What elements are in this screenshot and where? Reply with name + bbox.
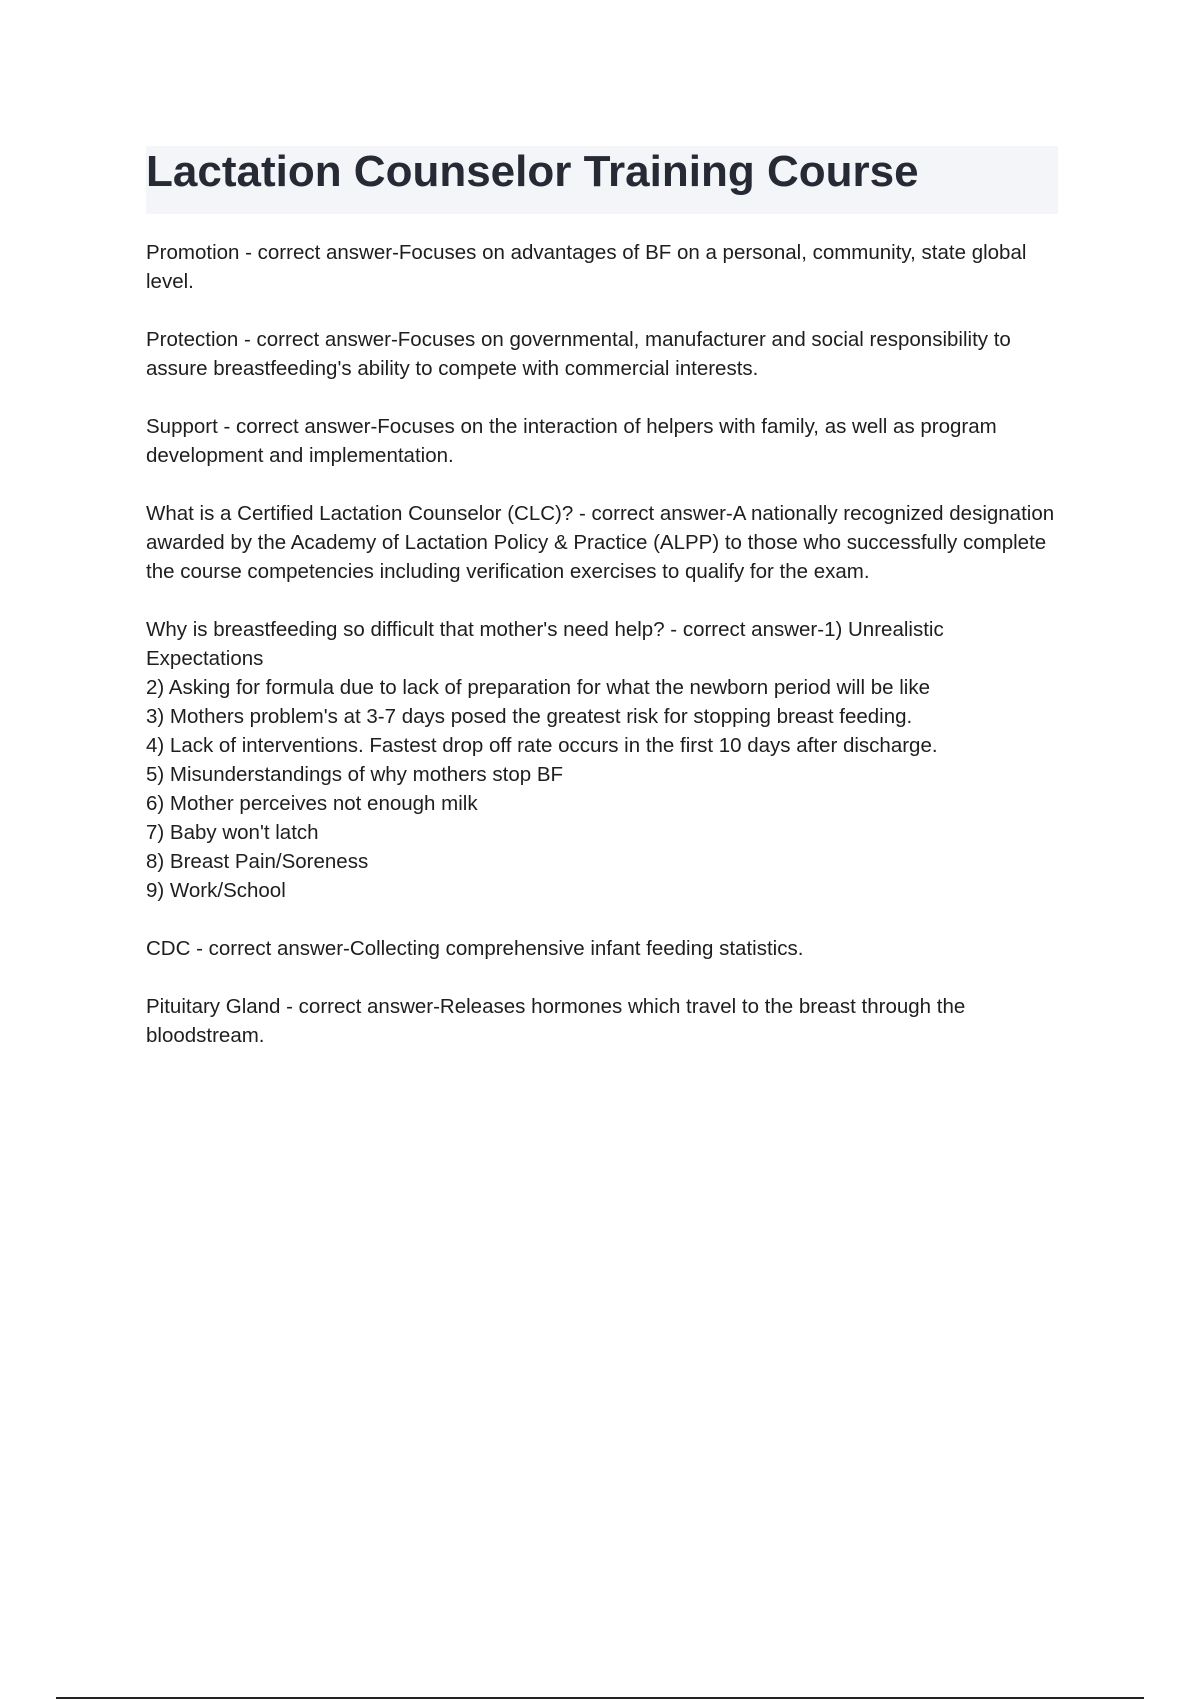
list-item: 2) Asking for formula due to lack of preparation for what the newborn period will be like: [146, 676, 930, 699]
qa-entry-text: Why is breastfeeding so difficult that mother's need help? - correct answer-1) Unrealistic Expectations: [146, 618, 944, 670]
qa-entry-breastfeeding-difficulty: [146, 615, 1062, 905]
qa-entry-text: Promotion - correct answer-Focuses on advantages of BF on a personal, community, state global level.: [146, 241, 1027, 293]
page-bottom-rule: [56, 1697, 1144, 1699]
qa-entry-text: Pituitary Gland - correct answer-Releases hormones which travel to the breast through the bloodstream.: [146, 995, 966, 1047]
list-item: 6) Mother perceives not enough milk: [146, 792, 478, 815]
qa-entry-pituitary-gland: [146, 992, 1062, 1050]
qa-entry-promotion: [146, 238, 1062, 296]
qa-entry-protection: [146, 325, 1062, 383]
list-item: 8) Breast Pain/Soreness: [146, 850, 369, 873]
page-title: Lactation Counselor Training Course: [146, 147, 919, 196]
list-item: 4) Lack of interventions. Fastest drop off rate occurs in the first 10 days after discharge.: [146, 734, 938, 757]
list-item: 9) Work/School: [146, 879, 286, 902]
qa-entry-text: Support - correct answer-Focuses on the interaction of helpers with family, as well as program development and implementation.: [146, 415, 997, 467]
qa-entry-text: What is a Certified Lactation Counselor (CLC)? - correct answer-A nationally recognized designation awarded by the Academy of Lactation Policy & Practice (ALPP) to those who successfully complete the course competencies including verification exercises to qualify for the exam.: [146, 502, 1055, 583]
document-body: [146, 238, 1062, 1079]
qa-entry-support: [146, 412, 1062, 470]
list-item: 7) Baby won't latch: [146, 821, 319, 844]
list-item: 3) Mothers problem's at 3-7 days posed the greatest risk for stopping breast feeding.: [146, 705, 913, 728]
qa-entry-clc: [146, 499, 1062, 586]
qa-entry-text: Protection - correct answer-Focuses on governmental, manufacturer and social responsibility to assure breastfeeding's ability to compete with commercial interests.: [146, 328, 1011, 380]
qa-entry-text: CDC - correct answer-Collecting comprehensive infant feeding statistics.: [146, 937, 804, 960]
list-item: 5) Misunderstandings of why mothers stop BF: [146, 763, 564, 786]
qa-entry-cdc: [146, 934, 1062, 963]
